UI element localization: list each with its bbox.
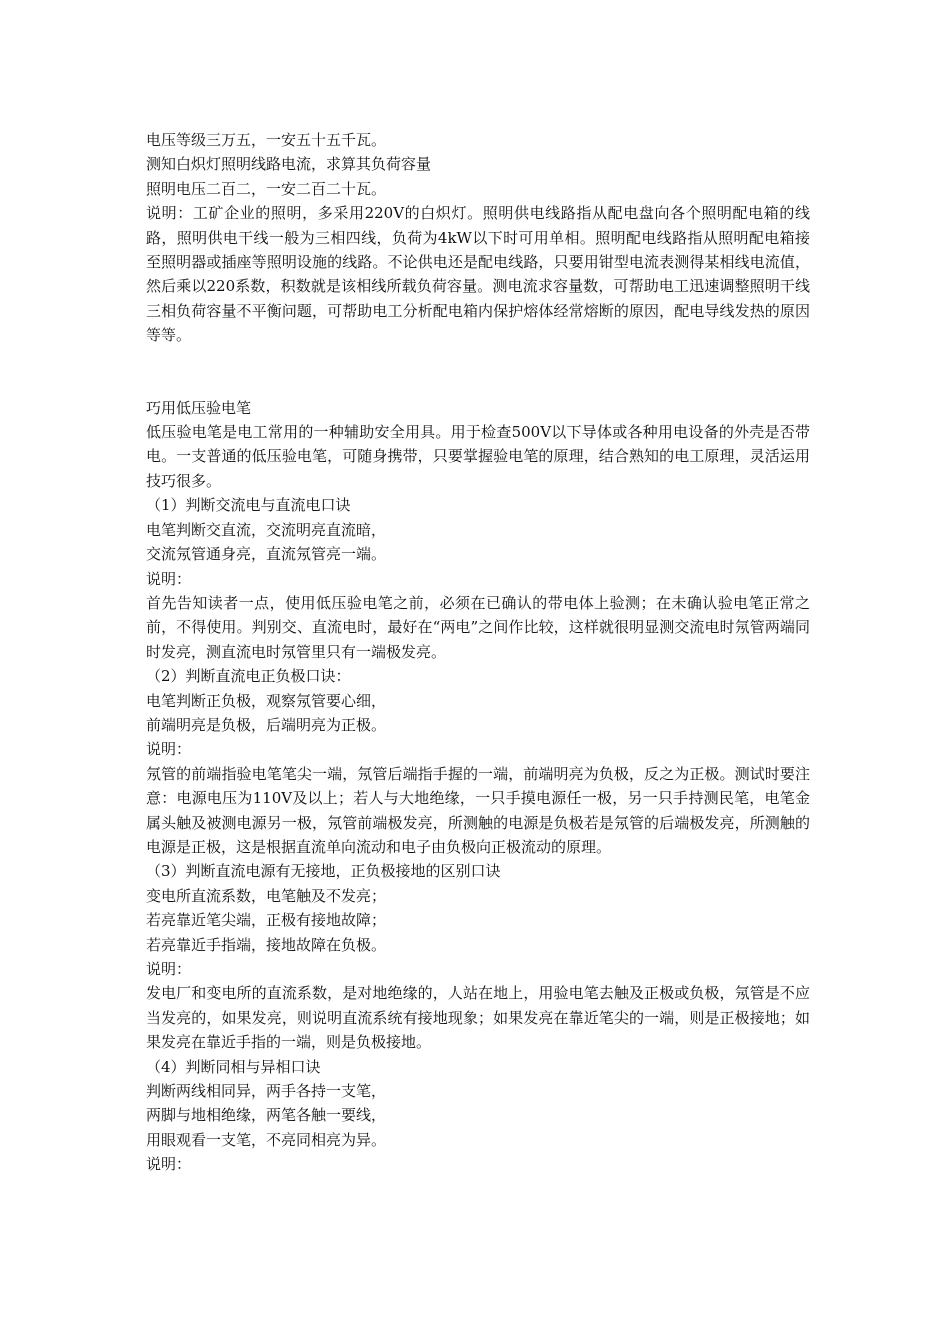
explain-label: 说明： [146, 960, 192, 978]
document-page [146, 128, 810, 1177]
section-test-pen [146, 396, 810, 1177]
explain-label: 说明： [146, 740, 192, 759]
item-heading: （1）判断交流电与直流电口诀 [146, 496, 351, 515]
verse-line: 判断两线相同异，两手各持一支笔， [146, 1082, 387, 1101]
explanation-paragraph: 首先告知读者一点，使用低压验电笔之前，必须在已确认的带电体上验测；在未确认验电笔正常之前，不得使用。判别交、直流电时，最好在“两电”之间作比较，这样就很明显测交流电时氖管两端同时发亮，测直流电时氖管里只有一端极发亮。 [146, 593, 810, 661]
verse-line: 交流氖管通身亮，直流氖管亮一端。 [146, 545, 387, 564]
item-polarity [146, 664, 810, 859]
verse-line: 电压等级三万五，一安五十五千瓦。 [146, 131, 387, 149]
item-phase [146, 1055, 810, 1177]
section-gap [146, 348, 810, 396]
section-load-capacity [146, 128, 810, 348]
verse-line: 用眼观看一支笔，不亮同相亮为异。 [146, 1130, 387, 1149]
item-heading: （3）判断直流电源有无接地，正负极接地的区别口诀 [146, 862, 501, 881]
verse-line: 前端明亮是负极，后端明亮为正极。 [146, 715, 387, 734]
item-heading: （4）判断同相与异相口诀 [146, 1057, 321, 1076]
item-ac-dc [146, 493, 810, 664]
item-heading: （2）判断直流电正负极口诀： [146, 667, 351, 686]
section-title: 巧用低压验电笔 [146, 398, 252, 417]
explain-label: 说明： [146, 569, 192, 588]
intro-paragraph: 低压验电笔是电工常用的一种辅助安全用具。用于检查500V以下导体或各种用电设备的外壳是否带电。一支普通的低压验电笔，可随身携带，只要掌握验电笔的原理，结合熟知的电工原理，灵活运用技巧很多。 [146, 423, 810, 490]
verse-line: 变电所直流系数，电笔触及不发亮； [146, 886, 387, 905]
verse-line: 照明电压二百二，一安二百二十瓦。 [146, 179, 387, 198]
verse-line: 若亮靠近笔尖端，正极有接地故障； [146, 911, 387, 930]
explanation-paragraph: 氖管的前端指验电笔笔尖一端，氖管后端指手握的一端，前端明亮为负极，反之为正极。测试时要注意：电源电压为110V及以上；若人与大地绝缘，一只手摸电源任一极，另一只手持测民笔，电笔金属头触及被测电源另一极，氖管前端极发亮，所测触的电源是负极若是氖管的后端极发亮，所测触的电源是正极，这是根据直流单向流动和电子由负极向正极流动的原理。 [146, 764, 810, 856]
explanation-paragraph: 发电厂和变电所的直流系数，是对地绝缘的，人站在地上，用验电笔去触及正极或负极，氖管是不应当发亮的，如果发亮，则说明直流系统有接地现象；如果发亮在靠近笔尖的一端，则是正极接地；如果发亮在靠近手指的一端，则是负极接地。 [146, 984, 810, 1052]
explain-label: 说明： [146, 1155, 192, 1174]
verse-line: 两脚与地相绝缘，两笔各触一要线， [146, 1106, 387, 1125]
verse-line: 电笔判断交直流，交流明亮直流暗， [146, 520, 387, 539]
verse-line: 电笔判断正负极，观察氖管要心细， [146, 691, 387, 710]
item-grounding [146, 859, 810, 1054]
verse-line: 测知白炽灯照明线路电流，求算其负荷容量 [146, 155, 432, 174]
verse-line: 若亮靠近手指端，接地故障在负极。 [146, 935, 387, 954]
explanation-paragraph: 说明：工矿企业的照明，多采用220V的白炽灯。照明供电线路指从配电盘向各个照明配电箱的线路，照明供电干线一般为三相四线，负荷为4kW以下时可用单相。照明配电线路指从照明配电箱接至照明器或插座等照明设施的线路。不论供电还是配电线路，只要用钳型电流表测得某相线电流值，然后乘以220系数，积数就是该相线所载负荷容量。测电流求容量数，可帮助电工迅速调整照明干线三相负荷容量不平衡问题，可帮助电工分析配电箱内保护熔体经常熔断的原因，配电导线发热的原因等等。 [146, 204, 810, 345]
